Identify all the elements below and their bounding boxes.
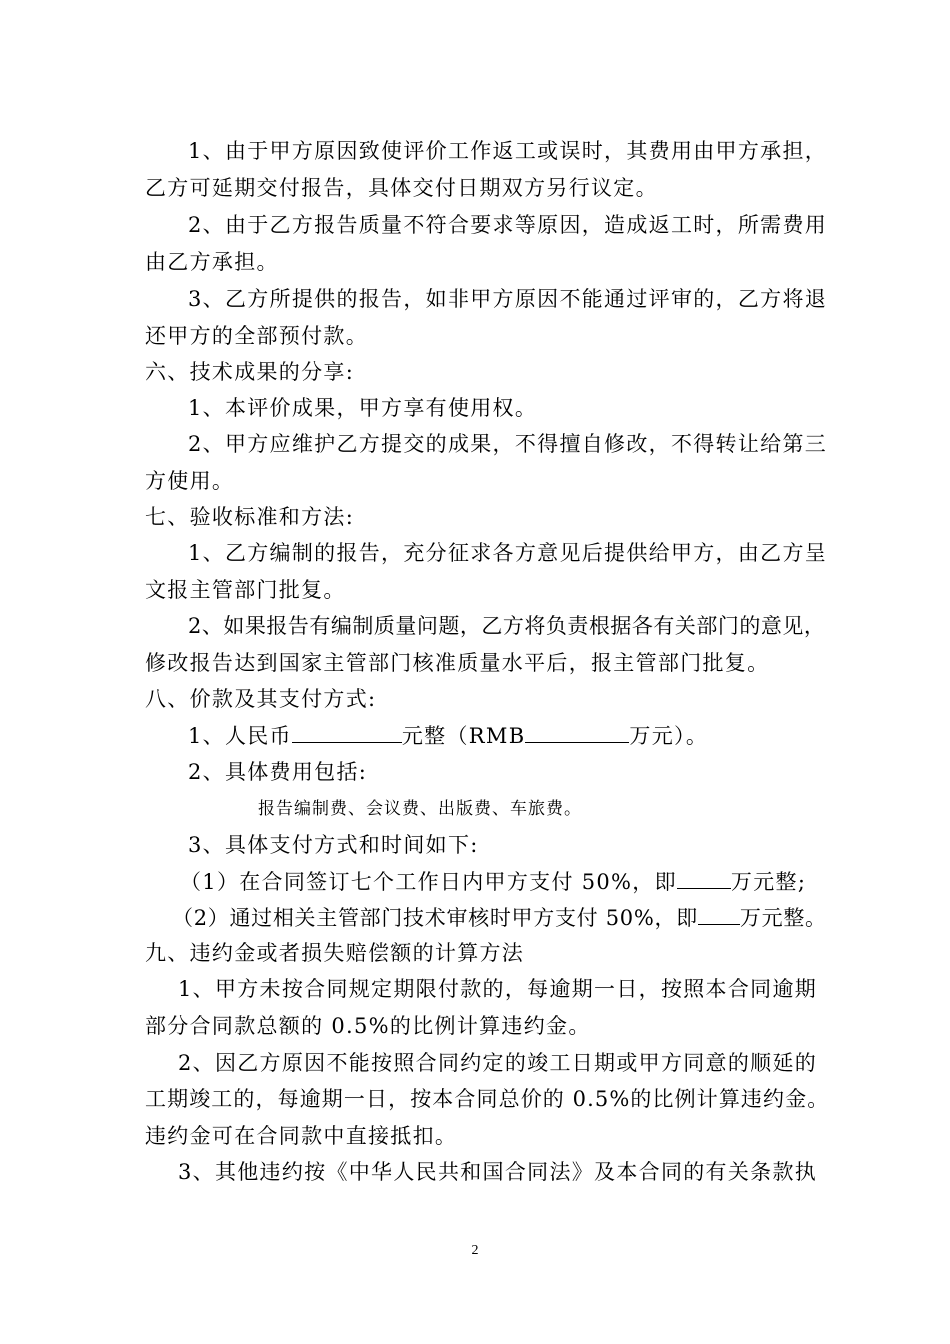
paragraph-line: 违约金可在合同款中直接抵扣。: [145, 1124, 458, 1148]
paragraph-line: 1、乙方编制的报告，充分征求各方意见后提供给甲方，由乙方呈: [188, 541, 828, 565]
paragraph-line: 2、甲方应维护乙方提交的成果，不得擅自修改，不得转让给第三: [188, 432, 828, 456]
paragraph-line: 2、如果报告有编制质量问题，乙方将负责根据各有关部门的意见，: [188, 614, 826, 638]
step2-prefix: （2）通过相关主管部门技术审核时甲方支付 50%，即: [172, 906, 698, 930]
paragraph-line: 1、甲方未按合同规定期限付款的，每逾期一日，按照本合同逾期: [178, 977, 818, 1001]
paragraph-line: 3、其他违约按《中华人民共和国合同法》及本合同的有关条款执: [178, 1160, 818, 1184]
rmb-wan-blank: [525, 720, 629, 743]
paragraph-line: 1、由于甲方原因致使评价工作返工或误时，其费用由甲方承担，: [188, 139, 828, 163]
step2-amount-blank: [698, 902, 740, 925]
rmb-prefix: 1、人民币: [188, 724, 292, 748]
paragraph-line: 工期竣工的，每逾期一日，按本合同总价的 0.5%的比例计算违约金。: [145, 1087, 830, 1111]
section-heading: 六、技术成果的分享:: [145, 360, 355, 384]
section-heading: 九、违约金或者损失赔偿额的计算方法: [145, 941, 525, 965]
section-heading: 七、验收标准和方法:: [145, 505, 355, 529]
paragraph-line: 3、乙方所提供的报告，如非甲方原因不能通过评审的，乙方将退: [188, 287, 828, 311]
paragraph-line: 方使用。: [145, 469, 235, 493]
paragraph-line: 文报主管部门批复。: [145, 578, 346, 602]
rmb-mid: 元整（RMB: [401, 724, 526, 748]
section-heading: 八、价款及其支付方式:: [145, 687, 377, 711]
page-number: 2: [471, 1243, 479, 1258]
paragraph-line: 由乙方承担。: [145, 250, 279, 274]
paragraph-line: 1、本评价成果，甲方享有使用权。: [188, 396, 538, 420]
rmb-suffix: 万元）。: [629, 724, 709, 748]
step1-suffix: 万元整;: [730, 870, 807, 894]
paragraph-line: 2、因乙方原因不能按照合同约定的竣工日期或甲方同意的顺延的: [178, 1051, 818, 1075]
payment-step-2: [172, 902, 827, 932]
paragraph-line: 2、由于乙方报告质量不符合要求等原因，造成返工时，所需费用: [188, 213, 828, 237]
payment-amount-line: [188, 720, 708, 750]
payment-step-1: [180, 866, 806, 896]
paragraph-line: 乙方可延期交付报告，具体交付日期双方另行议定。: [145, 176, 658, 200]
payment-method-heading: 3、具体支付方式和时间如下:: [188, 833, 479, 857]
step1-amount-blank: [677, 866, 731, 889]
fees-items: 报告编制费、会议费、出版费、车旅费。: [258, 799, 582, 819]
step2-suffix: 万元整。: [739, 906, 827, 930]
paragraph-line: 还甲方的全部预付款。: [145, 324, 368, 348]
rmb-amount-blank: [292, 720, 402, 743]
paragraph-line: 部分合同款总额的 0.5%的比例计算违约金。: [145, 1014, 591, 1038]
fees-heading: 2、具体费用包括:: [188, 760, 368, 784]
paragraph-line: 修改报告达到国家主管部门核准质量水平后，报主管部门批复。: [145, 651, 770, 675]
step1-prefix: （1）在合同签订七个工作日内甲方支付 50%，即: [180, 870, 677, 894]
